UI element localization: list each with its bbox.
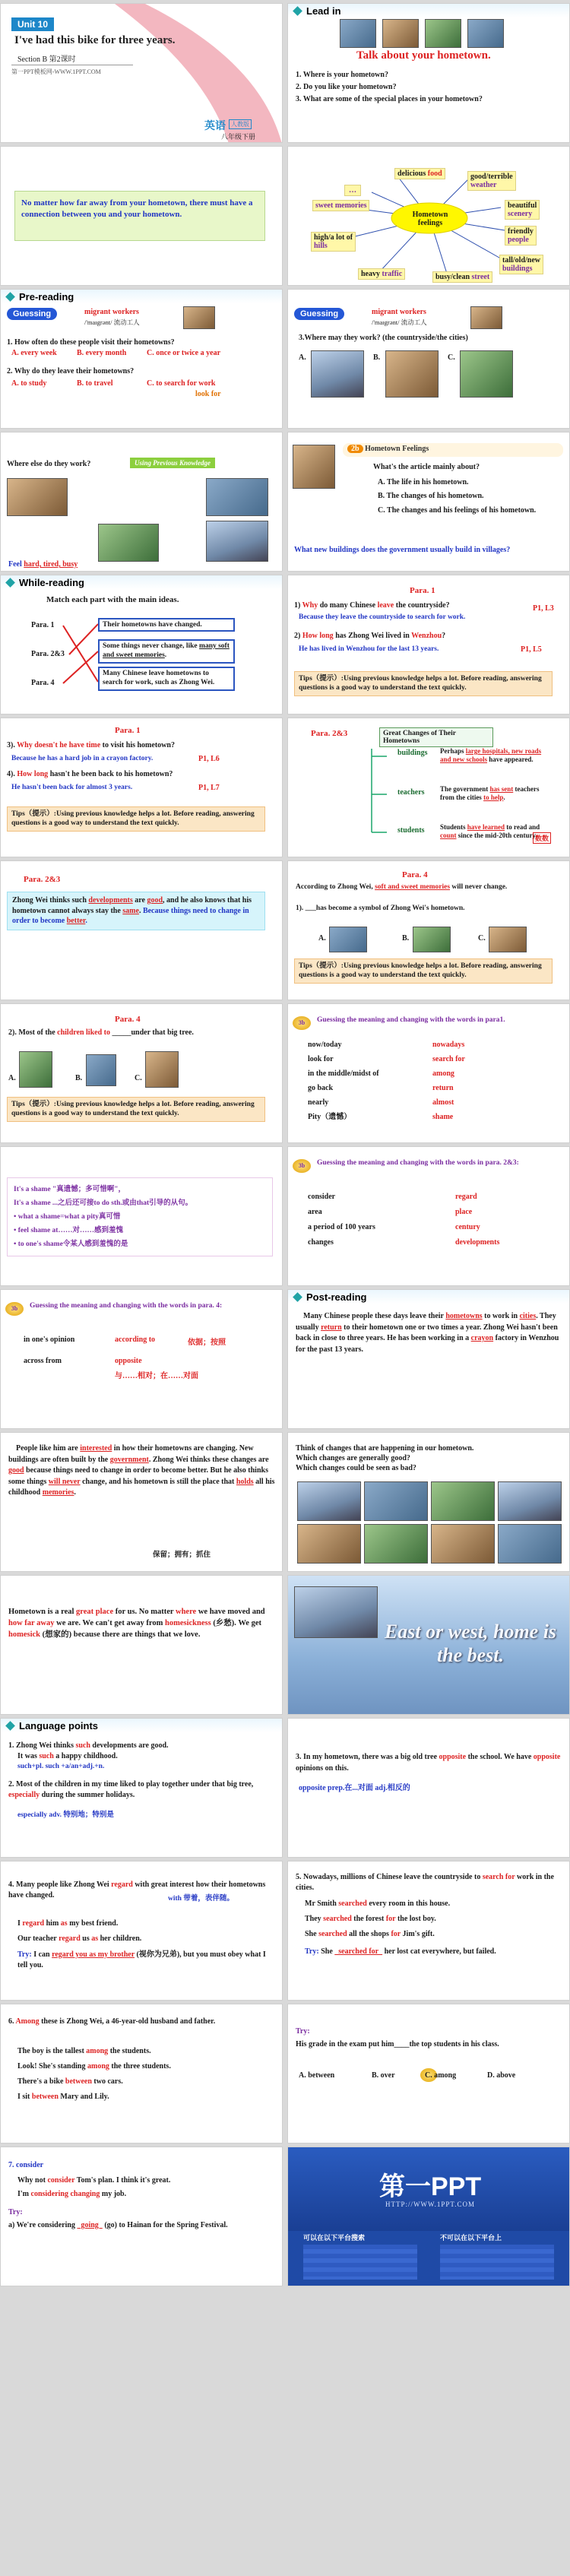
try-question: His grade in the exam put him____the top students in his class. <box>296 2040 499 2048</box>
unit-badge: Unit 10 <box>11 17 54 31</box>
word-list-right <box>432 1038 465 1124</box>
slide-hometown-feelings <box>287 146 570 286</box>
slide-lead-in <box>287 3 570 143</box>
migrant-pron: /'maɪgrənt/ 流动工人 <box>84 318 140 326</box>
slide-para1-a <box>287 575 570 714</box>
slide-header: Post-reading <box>288 1290 569 1304</box>
para4-text: According to Zhong Wei, soft and sweet memories will never change. <box>296 883 508 891</box>
num-badge: 3b <box>293 1159 311 1173</box>
option-a: A. The life in his hometown. <box>378 478 469 486</box>
point-3-rule: opposite prep.在...对面 adj.相反的 <box>299 1784 410 1792</box>
question: 3. What are some of the special places in your hometown? <box>296 95 483 103</box>
word: among <box>432 1069 454 1078</box>
summary-box: Zhong Wei thinks such developments are good, and he also knows that his hometown cannot always stay the same. Because things need to change in order to become better. <box>7 892 265 930</box>
ref-2: P1, L5 <box>521 645 542 654</box>
point-3: 3. In my hometown, there was a big old tree opposite the school. We have opposite opinions on this. <box>296 1753 561 1773</box>
option-d: D. above <box>487 2071 516 2080</box>
option-photo <box>329 927 367 952</box>
search-example-3: She searched all the shops for Jim's gift. <box>305 1930 435 1938</box>
road-graphic <box>115 4 282 143</box>
word: return <box>432 1084 454 1092</box>
tip-box: Tips（提示）:Using previous knowledge helps a lot. Before reading, answering questions is a good way to understand the text quickly. <box>7 1097 265 1122</box>
question: 2. Do you like your hometown? <box>296 83 397 91</box>
para-label: Para. 4 <box>402 870 428 879</box>
num-badge: 3b <box>5 1302 24 1316</box>
consider-example-2: I'm considering changing my job. <box>17 2190 127 2198</box>
landscape-photo <box>294 1586 378 1638</box>
para-label: Para. 4 <box>115 1015 141 1024</box>
worker-photo <box>98 524 159 562</box>
option-cartoon <box>86 1054 116 1086</box>
option-c: C. The changes and his feelings of his hometown. <box>378 506 537 515</box>
search-example-1: Mr Smith searched every room in this house. <box>305 1900 451 1908</box>
where-else-question: Where else do they work? <box>7 460 91 468</box>
consider-example-1: Why not consider Tom's plan. I think it's great. <box>17 2176 171 2185</box>
feeling-scenery: beautiful scenery <box>505 200 540 220</box>
question-3: 3.Where may they work? (the countryside/the cities) <box>299 334 468 342</box>
answer-1: Because they leave the countryside to search for work. <box>299 613 466 621</box>
point-1-rule: such+pl. such +a/an+adj.+n. <box>17 1763 105 1770</box>
feeling-weather: good/terrible weather <box>467 171 516 191</box>
word: Pity（遗憾） <box>308 1113 352 1121</box>
village-photo <box>364 1524 428 1564</box>
story-photo <box>293 445 335 489</box>
answer-2-note: look for <box>195 390 221 398</box>
think-line: Which changes are generally good? <box>296 1454 410 1462</box>
feeling-memories: sweet memories <box>312 200 369 211</box>
point-1-example: It was such a happy childhood. <box>17 1752 118 1760</box>
feeling-people: friendly people <box>505 226 537 246</box>
option-b: B. The changes of his hometown. <box>378 492 484 500</box>
slide-header: Language points <box>1 1719 282 1732</box>
guessing-badge: Guessing <box>7 308 57 320</box>
lead-title: Talk about your hometown. <box>356 49 491 62</box>
para4-question: 2). Most of the children liked to _____under that big tree. <box>8 1028 194 1037</box>
slide-post-reading <box>287 1289 570 1429</box>
feel-label: Feel hard, tired, busy <box>8 560 78 569</box>
answer-3: Because he has a hard job in a crayon factory. <box>11 755 154 762</box>
worker-photo <box>206 478 268 516</box>
option-a: A. <box>8 1074 16 1082</box>
main-question: What's the article mainly about? <box>373 463 480 471</box>
answer-4: He hasn't been back for almost 3 years. <box>11 784 133 791</box>
word: a period of 100 years <box>308 1223 375 1231</box>
word-list-right <box>455 1190 499 1250</box>
point-1: 1. Zhong Wei thinks such developments are good. <box>8 1741 169 1750</box>
slide-among-try <box>287 2004 570 2143</box>
option-a: A. <box>318 934 326 943</box>
regard-try: Try: I can regard you as my brother (视你为兄弟), but you must obey what I tell you. <box>17 1950 266 1969</box>
factory-photo <box>385 350 439 398</box>
city-photo <box>311 350 364 398</box>
point-7: 7. consider <box>8 2161 44 2169</box>
try-label: Try: <box>8 2208 23 2216</box>
slide-post-reading-2 <box>0 1432 283 1572</box>
slide-mainly-about <box>287 432 570 572</box>
slide-para4-b <box>0 1003 283 1143</box>
question-4: 4). How long hasn't he been back to his hometown? <box>7 770 173 778</box>
village-question: What new buildings does the government usually build in villages? <box>294 546 511 554</box>
migrant-workers: migrant workers <box>372 308 426 316</box>
answer-1a: A. every week <box>11 349 57 357</box>
between-example-2: I sit between Mary and Lily. <box>17 2093 109 2101</box>
slide-para4-a <box>287 860 570 1000</box>
idea-memories: Some things never change, like many soft and sweet memories. <box>98 639 235 664</box>
among-example-2: Look! She's standing among the three students. <box>17 2062 171 2071</box>
site-label: 第一PPT模板网-WWW.1PPT.COM <box>11 68 101 75</box>
word: shame <box>432 1113 454 1121</box>
slide-pre-reading <box>0 289 283 429</box>
answer-1b: B. every month <box>77 349 127 357</box>
landscape-photo <box>425 19 461 48</box>
grade: 八年级下册 <box>221 133 256 141</box>
word: area <box>308 1208 322 1216</box>
platform-label-b: 不可以在以下平台上 <box>440 2234 502 2242</box>
answer-2a: A. to study <box>11 379 47 388</box>
buildings-text: Perhaps large hospitals, new roads and new schools have appeared. <box>440 747 542 764</box>
consider-try: a) We're considering going (go) to Hainan for the Spring Festival. <box>8 2221 228 2229</box>
option-photo <box>413 927 451 952</box>
edition: 人教版 <box>229 119 252 129</box>
word-right-2: opposite <box>115 1357 142 1365</box>
slide-homesick <box>0 1575 283 1715</box>
hold-note: 保留；拥有；抓住 <box>153 1551 211 1559</box>
try-label: Try: <box>296 2027 310 2036</box>
point-5: 5. Nowadays, millions of Chinese leave the countryside to search for work in the cities. <box>296 1873 554 1892</box>
word: developments <box>455 1238 500 1247</box>
option-b: B. <box>373 353 381 362</box>
think-lines <box>296 1443 562 1473</box>
note-line: It's a shame ...之后还可接to do sth.或由that引导的从句。 <box>14 1199 193 1208</box>
answer-2b: B. to travel <box>77 379 113 388</box>
word-left-2: across from <box>24 1357 62 1365</box>
migrant-pron: /'maɪgrənt/ 流动工人 <box>372 318 427 326</box>
para-label: Para. 1 <box>410 586 435 595</box>
guess-title: Guessing the meaning and changing with the words in para. 2&3: <box>317 1159 519 1167</box>
point-6: 6. Among these is Zhong Wei, a 46-year-old husband and father. <box>8 2017 216 2026</box>
para-label: Para. 1 <box>115 726 141 735</box>
calligraphy-text: East or west, home is the best. <box>384 1621 557 1667</box>
idea-search-work: Many Chinese leave hometowns to search for work, such as Zhong Wei. <box>98 667 235 691</box>
platform-label-a: 可以在以下平台搜索 <box>303 2234 366 2242</box>
option-a: A. between <box>299 2071 335 2080</box>
search-example-2: They searched the forest for the lost boy. <box>305 1915 436 1923</box>
answer-1c: C. once or twice a year <box>147 349 221 357</box>
para-23-label: Para. 2&3 <box>31 650 65 658</box>
slide-where-else <box>0 432 283 572</box>
slide-among <box>0 2004 283 2143</box>
guess-title: Guessing the meaning and changing with the words in para. 4: <box>30 1302 223 1310</box>
section-banner: 2b Hometown Feelings <box>343 443 563 457</box>
word: consider <box>308 1193 336 1201</box>
question-3: 3). Why doesn't he have time to visit his hometown? <box>7 741 175 749</box>
post-text: People like him are interested in how their hometowns are changing. New buildings are often built by the government. Zhong Wei thinks these changes are good because things need to change in order to become better. But he also thinks some things will never change, and his hometown is still the place that holds all his childhood memories. <box>8 1444 275 1497</box>
slide-para23-summary <box>0 860 283 1000</box>
word: in the middle/midst of <box>308 1069 379 1078</box>
node-teachers: teachers <box>397 788 425 797</box>
node-buildings: buildings <box>397 749 428 757</box>
search-try: Try: She searched for her lost cat everywhere, but failed. <box>305 1947 496 1956</box>
option-a: A. <box>299 353 306 362</box>
students-text: Students have learned to read and count since the mid-20th century. <box>440 823 540 840</box>
option-b: B. <box>75 1074 83 1082</box>
option-c: C. <box>135 1074 142 1082</box>
para-1-label: Para. 1 <box>31 621 55 629</box>
with-note: with 带着，表伴随。 <box>168 1895 234 1903</box>
think-line: Which changes could be seen as bad? <box>296 1464 416 1472</box>
slide-search <box>287 1861 570 2001</box>
word: nowadays <box>432 1041 465 1049</box>
city-photo <box>364 1481 428 1521</box>
guess-title: Guessing the meaning and changing with the words in para1. <box>317 1016 505 1024</box>
feeling-ellipsis: … <box>344 185 361 196</box>
word-cn-1: 依据；按照 <box>188 1339 226 1347</box>
ref-4: P1, L7 <box>198 784 220 792</box>
migrant-workers: migrant workers <box>84 308 139 316</box>
diamond-icon <box>5 292 15 302</box>
platform-list-b <box>440 2245 554 2280</box>
among-example-1: The boy is the tallest among the students. <box>17 2047 151 2055</box>
slide-calligraphy <box>287 1575 570 1715</box>
option-c: C. <box>478 934 486 943</box>
slide-header: While-reading <box>1 575 282 589</box>
slide-where-work <box>287 289 570 429</box>
question-1: 1. How often do these people visit their hometowns? <box>7 338 175 347</box>
regard-example-2: Our teacher regard us as her children. <box>17 1934 142 1943</box>
village-photo <box>431 1524 495 1564</box>
option-cartoon <box>19 1051 52 1088</box>
num-badge: 3b <box>293 1016 311 1030</box>
word-list-left <box>308 1038 379 1124</box>
slide-header: Pre-reading <box>1 290 282 303</box>
worker-photo <box>470 306 502 329</box>
option-c: C. among <box>425 2071 457 2080</box>
point-2: 2. Most of the children in my time liked to play together under that big tree, especially during the summer holidays. <box>8 1780 254 1799</box>
count-note: 数数 <box>533 832 551 844</box>
slide-end <box>287 2147 570 2286</box>
ref-1: P1, L3 <box>533 604 554 613</box>
word-right-1: according to <box>115 1336 156 1344</box>
para-label: Para. 2&3 <box>24 875 61 884</box>
word: century <box>455 1223 480 1231</box>
word-cn-2: 与……相对；在……对面 <box>115 1372 198 1380</box>
guessing-badge: Guessing <box>294 308 344 320</box>
feeling-street: busy/clean street <box>432 271 492 283</box>
slide-think-changes <box>287 1432 570 1572</box>
slide-while-reading <box>0 575 283 714</box>
word: search for <box>432 1055 465 1063</box>
upk-badge: Using Previous Knowledge <box>130 458 215 468</box>
note-line: It's a shame "真遗憾；多可惜啊"， <box>14 1186 125 1193</box>
note-line: • what a shame=what a pity真可惜 <box>14 1213 121 1221</box>
slide-consider <box>0 2147 283 2286</box>
village-photo <box>297 1524 361 1564</box>
word: now/today <box>308 1041 342 1049</box>
slide-guess-para1 <box>287 1003 570 1143</box>
teachers-text: The government has sent teachers from the cities to help. <box>440 785 540 802</box>
word: regard <box>455 1193 477 1201</box>
question-2: 2) How long has Zhong Wei lived in Wenzhou? <box>294 632 446 640</box>
diamond-icon <box>5 1721 15 1731</box>
tip-box: Tips（提示）:Using previous knowledge helps a lot. Before reading, answering questions is a good way to understand the text quickly. <box>294 958 553 984</box>
lead-questions <box>296 69 483 106</box>
question-1: 1) Why do many Chinese leave the countryside? <box>294 601 450 610</box>
note-line: • to one's shame令某人感到羞愧的是 <box>14 1240 128 1249</box>
word-list-left <box>308 1190 375 1250</box>
city-photo <box>431 1481 495 1521</box>
city-photo <box>297 1481 361 1521</box>
slide-para1-b <box>0 718 283 857</box>
option-cartoon <box>145 1051 179 1088</box>
changes-title: Great Changes of Their Hometowns <box>379 727 493 747</box>
regard-example-1: I regard him as my best friend. <box>17 1919 119 1928</box>
center-bubble: Hometown feelings <box>412 211 448 227</box>
option-b: B. <box>402 934 410 943</box>
para-4-label: Para. 4 <box>31 679 55 687</box>
slide-language-points <box>0 1718 283 1858</box>
match-instruction: Match each part with the main ideas. <box>46 595 179 604</box>
question-2: 2. Why do they leave their hometowns? <box>7 367 135 375</box>
option-b: B. over <box>372 2071 395 2080</box>
word-left-1: in one's opinion <box>24 1336 75 1344</box>
answer-2c: C. to search for work <box>147 379 216 388</box>
ref-3: P1, L6 <box>198 755 220 763</box>
diamond-icon <box>293 1292 302 1302</box>
post-text: Many Chinese people these days leave their hometowns to work in cities. They usually return to their hometown one or two times a year. Zhong Wei hasn't been back in close to three years. He has been working in a crayon factory in Wenzhou for the past 13 years. <box>296 1312 559 1354</box>
word: look for <box>308 1055 334 1063</box>
slide-guess-para23 <box>287 1146 570 1286</box>
word: place <box>455 1208 473 1216</box>
book-name: 英语 <box>204 121 226 132</box>
village-photo <box>460 350 513 398</box>
end-url: HTTP://WWW.1PPT.COM <box>385 2201 476 2208</box>
feeling-traffic: heavy traffic <box>358 268 405 280</box>
word: nearly <box>308 1098 329 1107</box>
shame-notes <box>7 1177 273 1256</box>
para-label: Para. 2&3 <box>311 729 348 738</box>
tip-box: Tips（提示）:Using previous knowledge helps a lot. Before reading, answering questions is a good way to understand the text quickly. <box>294 671 553 696</box>
word: changes <box>308 1238 334 1247</box>
end-logo: 第一PPT <box>379 2172 482 2201</box>
slide-regard <box>0 1861 283 2001</box>
village-photo <box>498 1524 562 1564</box>
landscape-photo <box>340 19 376 48</box>
feeling-delicious-food: delicious food <box>394 168 445 179</box>
worker-photo <box>206 521 268 562</box>
option-photo <box>489 927 527 952</box>
landscape-photo <box>382 19 419 48</box>
node-students: students <box>397 826 425 835</box>
think-line: Think of changes that are happening in our hometown. <box>296 1444 474 1453</box>
section-label: Section B 第2课时 <box>17 55 76 64</box>
slide-shame-notes <box>0 1146 283 1286</box>
lesson-title: I've had this bike for three years. <box>14 34 176 46</box>
word: go back <box>308 1084 334 1092</box>
note-line: • feel shame at……对……感到羞愧 <box>14 1227 123 1235</box>
slide-header: Lead in <box>288 4 569 17</box>
diamond-icon <box>293 6 302 16</box>
landscape-photo <box>467 19 504 48</box>
idea-changed: Their hometowns have changed. <box>98 618 235 632</box>
slide-guess-para4 <box>0 1289 283 1429</box>
para4-question: 1). ___has become a symbol of Zhong Wei's hometown. <box>296 905 465 912</box>
feeling-buildings: tall/old/new buildings <box>499 255 543 274</box>
worker-photo <box>183 306 215 329</box>
option-c: C. <box>448 353 455 362</box>
slide-great-changes <box>287 718 570 857</box>
slide-cover <box>0 3 283 143</box>
tip-box: Tips（提示）:Using previous knowledge helps a lot. Before reading, answering questions is a good way to understand the text quickly. <box>7 806 265 832</box>
feeling-hills: high/a lot of hills <box>311 232 356 252</box>
between-example-1: There's a bike between two cars. <box>17 2077 123 2086</box>
worker-photo <box>7 478 68 516</box>
platform-list-a <box>303 2245 417 2280</box>
point-4: 4. Many people like Zhong Wei regard with great interest how their hometowns have changed. <box>8 1881 266 1900</box>
homesick-text: Hometown is a real great place for us. No matter where we have moved and how far away we are. We can't get away from homesickness (乡愁). We get homesick (想家的) because there are things that we love. <box>8 1608 265 1640</box>
connection-box: No matter how far away from your hometown, there must have a connection between you and your hometown. <box>14 191 265 241</box>
slide-opposite <box>287 1718 570 1858</box>
answer-2: He has lived in Wenzhou for the last 13 years. <box>299 645 439 653</box>
point-2-rule: especially adv. 特别地；特别是 <box>17 1811 114 1819</box>
city-photo <box>498 1481 562 1521</box>
word: almost <box>432 1098 454 1107</box>
slide-connection <box>0 146 283 286</box>
question: 1. Where is your hometown? <box>296 71 388 79</box>
